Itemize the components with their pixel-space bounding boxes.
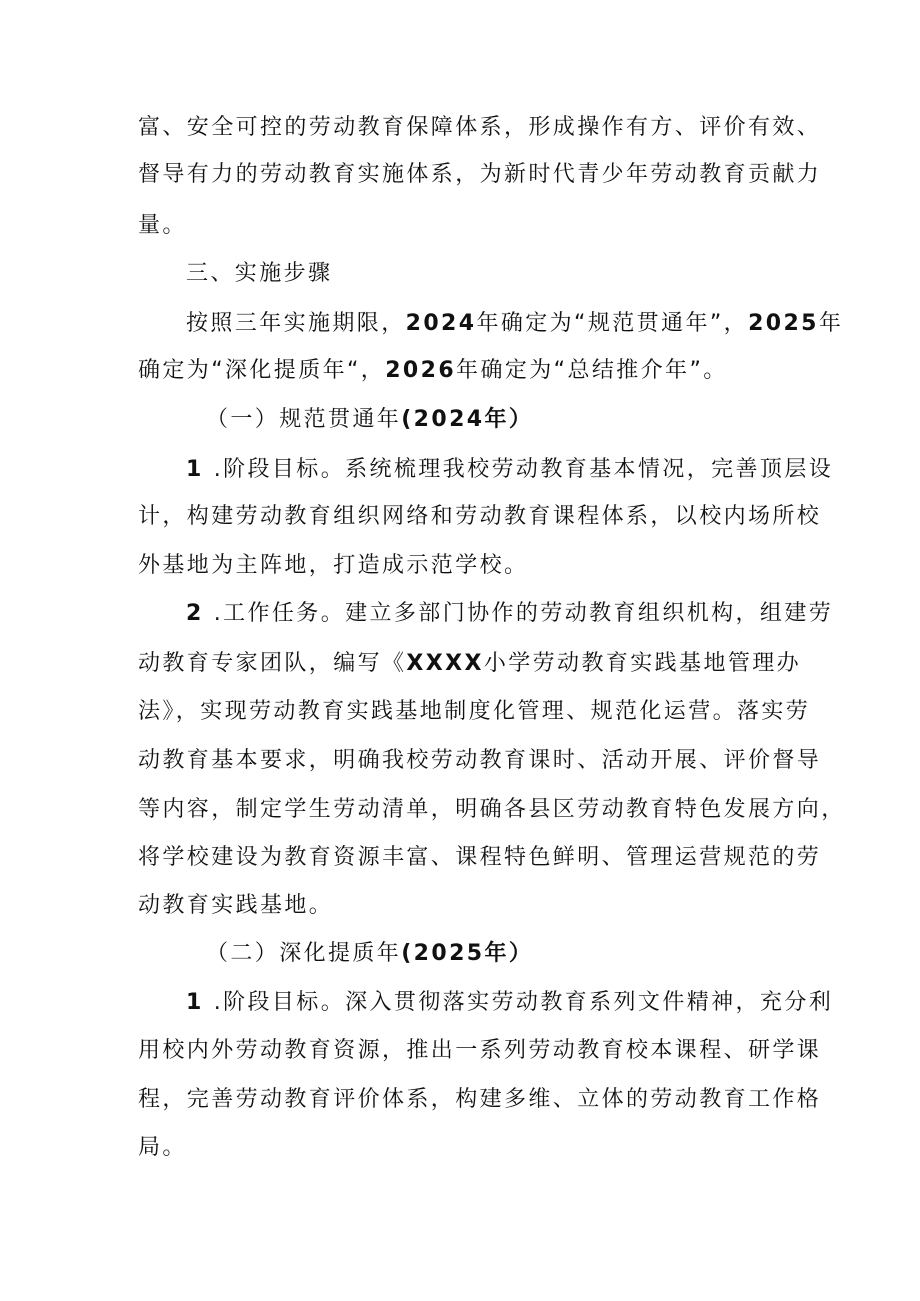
timeline-text: 年确定为“规范贯通年”， [476, 311, 749, 336]
intro-line-2: 督导有力的劳动教育实施体系，为新时代青少年劳动教育贡献力 [138, 162, 822, 187]
phase1-item2-line-3: 法》，实现劳动教育实践基地制度化管理、规范化运营。落实劳 [138, 699, 811, 724]
school-name-placeholder: XXXX [406, 651, 484, 676]
phase1-item2-line-5: 等内容，制定学生劳动清单，明确各县区劳动教育特色发展方向， [138, 797, 846, 822]
phase1-item1-line-1 [186, 455, 833, 485]
phase2-item1-line-1 [186, 988, 833, 1018]
section-heading: 三、实施步骤 [186, 261, 333, 286]
phase1-heading [206, 405, 533, 435]
phase1-item2-line-6: 将学校建设为教育资源丰富、课程特色鲜明、管理运营规范的劳 [138, 845, 822, 870]
item-number: 1 [186, 457, 204, 482]
item-text: .阶段目标。系统梳理我校劳动教育基本情况，完善顶层设 [213, 457, 834, 482]
timeline-line-1 [186, 309, 843, 339]
year-2024: 2024 [405, 311, 477, 336]
phase2-item1-line-4: 局。 [138, 1135, 187, 1160]
phase1-item1-line-2: 计，构建劳动教育组织网络和劳动教育课程体系，以校内场所校 [138, 504, 822, 529]
intro-line-3: 量。 [138, 213, 187, 238]
phase2-heading [206, 939, 533, 969]
phase1-item2-line-7: 动教育实践基地。 [138, 893, 334, 918]
item-text: .阶段目标。深入贯彻落实劳动教育系列文件精神，充分利 [213, 990, 834, 1015]
item-text: .工作任务。建立多部门协作的劳动教育组织机构，组建劳 [213, 601, 834, 626]
phase2-item1-line-3: 程，完善劳动教育评价体系，构建多维、立体的劳动教育工作格 [138, 1087, 822, 1112]
phase2-heading-text: （二）深化提质年 [206, 941, 402, 966]
phase2-heading-year: (2025年） [401, 941, 534, 966]
timeline-text: 按照三年实施期限， [186, 311, 406, 336]
item-number: 1 [186, 990, 204, 1015]
timeline-text: 确定为“深化提质年“， [138, 358, 386, 383]
phase1-item2-line-4: 动教育基本要求，明确我校劳动教育课时、活动开展、评价督导 [138, 748, 822, 773]
item-text: 小学劳动教育实践基地管理办 [483, 651, 802, 676]
timeline-text: 年 [818, 311, 844, 336]
intro-line-1: 富、安全可控的劳动教育保障体系，形成操作有方、评价有效、 [138, 115, 822, 140]
phase1-item2-line-2 [138, 649, 801, 679]
item-text: 动教育专家团队，编写《 [138, 651, 407, 676]
phase1-heading-text: （一）规范贯通年 [206, 407, 402, 432]
phase1-heading-year: (2024年） [401, 407, 534, 432]
item-number: 2 [186, 601, 204, 626]
year-2026: 2026 [385, 358, 457, 383]
phase1-item1-line-3: 外基地为主阵地，打造成示范学校。 [138, 553, 529, 578]
timeline-line-2 [138, 356, 728, 386]
timeline-text: 年确定为“总结推介年”。 [456, 358, 728, 383]
phase1-item2-line-1 [186, 599, 833, 629]
year-2025: 2025 [748, 311, 819, 336]
phase2-item1-line-2: 用校内外劳动教育资源，推出一系列劳动教育校本课程、研学课 [138, 1038, 822, 1063]
